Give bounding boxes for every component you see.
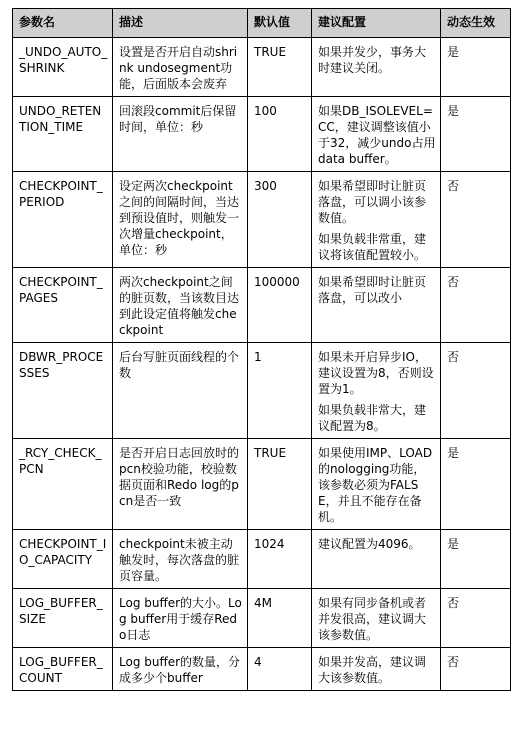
description-cell: Log buffer的数量，分成多少个buffer <box>113 648 248 691</box>
table-row <box>13 172 511 268</box>
header-description: 描述 <box>113 9 248 38</box>
description-cell: 两次checkpoint之间的脏页数，当该数目达到此设定值将触发checkpoint <box>113 268 248 343</box>
suggestion-paragraph: 如果有同步备机或者并发很高，建议调大该参数值。 <box>318 596 427 642</box>
default-value-cell: 1 <box>248 343 312 439</box>
suggested-config-cell <box>312 97 441 172</box>
dynamic-effect-cell: 否 <box>441 648 511 691</box>
suggestion-paragraph: 如果负载非常重，建议将该值配置较小。 <box>318 232 427 262</box>
suggestion-paragraph: 如果并发高，建议调大该参数值。 <box>318 655 427 685</box>
suggested-config-cell <box>312 589 441 648</box>
dynamic-effect-cell: 否 <box>441 268 511 343</box>
table-row <box>13 530 511 589</box>
dynamic-effect-cell: 是 <box>441 38 511 97</box>
table-row <box>13 589 511 648</box>
description-cell: 设置是否开启自动shrink undosegment功能，后面版本会废弃 <box>113 38 248 97</box>
param-name-cell: _RCY_CHECK_PCN <box>13 439 113 530</box>
suggestion-paragraph: 如果并发少，事务大时建议关闭。 <box>318 45 427 75</box>
table-header <box>13 9 511 38</box>
param-name-cell: UNDO_RETENTION_TIME <box>13 97 113 172</box>
table-row <box>13 38 511 97</box>
description-cell: 回滚段commit后保留时间，单位：秒 <box>113 97 248 172</box>
header-default-value: 默认值 <box>248 9 312 38</box>
header-suggested-config: 建议配置 <box>312 9 441 38</box>
suggestion-paragraph: 如果使用IMP、LOAD的nologging功能，该参数必须为FALSE，并且不能存在备机。 <box>318 446 433 524</box>
default-value-cell: 100000 <box>248 268 312 343</box>
suggestion-paragraph: 如果未开启异步IO，建议设置为8，否则设置为1。 <box>318 350 434 396</box>
param-name-cell: _UNDO_AUTO_SHRINK <box>13 38 113 97</box>
description-cell: Log buffer的大小。Log buffer用于缓存Redo日志 <box>113 589 248 648</box>
table-body <box>13 38 511 691</box>
default-value-cell: 4M <box>248 589 312 648</box>
suggested-config-cell <box>312 38 441 97</box>
description-cell: 设定两次checkpoint之间的间隔时间，当达到预设值时，则触发一次增量checkpoint，单位：秒 <box>113 172 248 268</box>
param-name-cell: CHECKPOINT_IO_CAPACITY <box>13 530 113 589</box>
suggested-config-cell <box>312 172 441 268</box>
header-dynamic-effect: 动态生效 <box>441 9 511 38</box>
description-cell: checkpoint未被主动触发时，每次落盘的脏页容量。 <box>113 530 248 589</box>
default-value-cell: TRUE <box>248 38 312 97</box>
dynamic-effect-cell: 否 <box>441 343 511 439</box>
param-name-cell: CHECKPOINT_PERIOD <box>13 172 113 268</box>
dynamic-effect-cell: 否 <box>441 589 511 648</box>
dynamic-effect-cell: 否 <box>441 172 511 268</box>
suggested-config-cell <box>312 343 441 439</box>
suggested-config-cell <box>312 439 441 530</box>
description-cell: 后台写脏页面线程的个数 <box>113 343 248 439</box>
table-row <box>13 343 511 439</box>
table-row <box>13 648 511 691</box>
default-value-cell: 4 <box>248 648 312 691</box>
description-cell: 是否开启日志回放时的pcn校验功能，校验数据页面和Redo log的pcn是否一致 <box>113 439 248 530</box>
suggestion-paragraph: 如果希望即时让脏页落盘，可以调小该参数值。 <box>318 179 427 225</box>
suggested-config-cell <box>312 268 441 343</box>
default-value-cell: 100 <box>248 97 312 172</box>
default-value-cell: TRUE <box>248 439 312 530</box>
suggested-config-cell <box>312 648 441 691</box>
table-row <box>13 268 511 343</box>
table-row <box>13 97 511 172</box>
suggested-config-cell <box>312 530 441 589</box>
suggestion-paragraph: 如果负载非常大，建议配置为8。 <box>318 403 427 433</box>
default-value-cell: 300 <box>248 172 312 268</box>
param-name-cell: LOG_BUFFER_COUNT <box>13 648 113 691</box>
header-param-name: 参数名 <box>13 9 113 38</box>
suggestion-paragraph: 如果希望即时让脏页落盘，可以改小 <box>318 275 427 305</box>
table-row <box>13 439 511 530</box>
param-name-cell: CHECKPOINT_PAGES <box>13 268 113 343</box>
suggestion-paragraph: 如果DB_ISOLEVEL=CC，建议调整该值小于32，减少undo占用data buffer。 <box>318 104 436 166</box>
param-name-cell: LOG_BUFFER_SIZE <box>13 589 113 648</box>
suggestion-paragraph: 建议配置为4096。 <box>318 537 421 551</box>
default-value-cell: 1024 <box>248 530 312 589</box>
parameter-table <box>12 8 511 691</box>
dynamic-effect-cell: 是 <box>441 439 511 530</box>
param-name-cell: DBWR_PROCESSES <box>13 343 113 439</box>
header-row <box>13 9 511 38</box>
dynamic-effect-cell: 是 <box>441 97 511 172</box>
dynamic-effect-cell: 是 <box>441 530 511 589</box>
